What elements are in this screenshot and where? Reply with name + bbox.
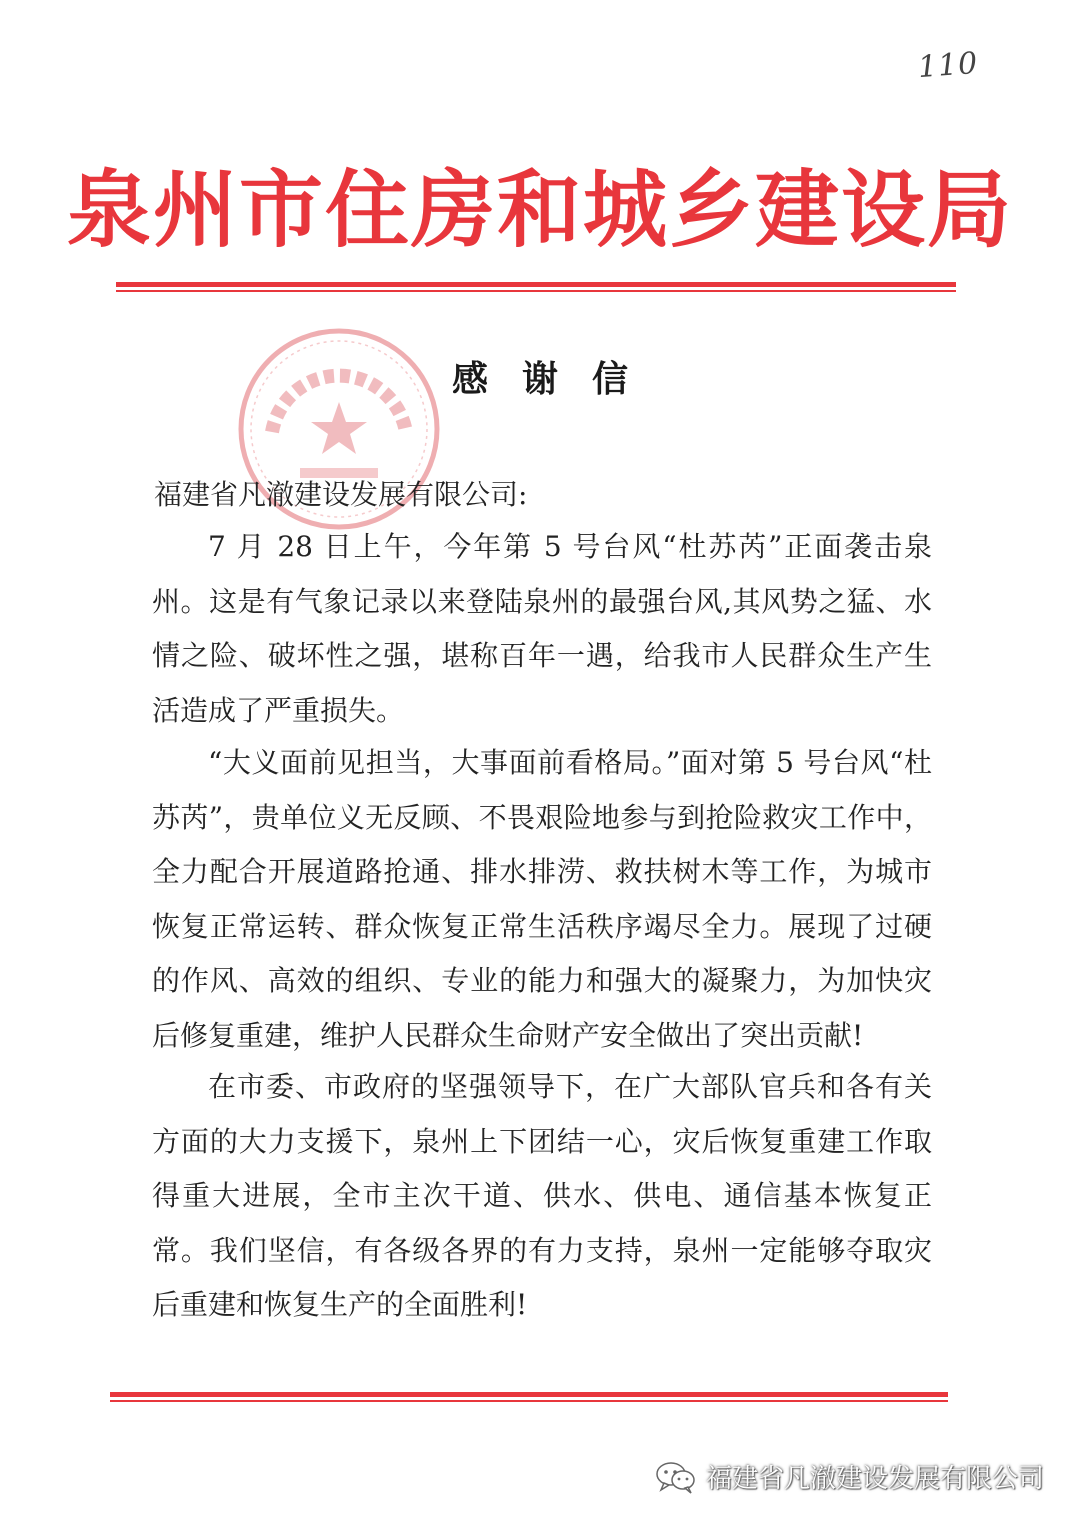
letterhead-title: 泉州市住房和城乡建设局: [66, 160, 1013, 259]
letterhead-rule-top: [116, 282, 956, 287]
page-number: 110: [916, 45, 980, 86]
salutation: 福建省凡澈建设发展有限公司:: [154, 478, 528, 511]
watermark: [654, 1458, 1044, 1495]
letter-paragraph-2: “大义面前见担当，大事面前看格局。”面对第 5 号台风“杜苏芮”，贵单位义无反顾、不畏艰险地参与到抢险救灾工作中，全力配合开展道路抢通、排水排涝、救扶树木等工作，为城市恢复正常运转、群众恢复正常生活秩序竭尽全力。展现了过硬的作风、高效的组织、专业的能力和强大的凝聚力，为加快灾后修复重建，维护人民群众生命财产安全做出了突出贡献!: [152, 746, 932, 1052]
footer-rule-bottom: [110, 1400, 948, 1402]
wechat-icon: [654, 1459, 698, 1495]
footer-rule-top: [110, 1392, 948, 1397]
letter-title: 感谢信: [451, 359, 662, 400]
watermark-text: 福建省凡澈建设发展有限公司: [705, 1464, 1044, 1494]
letter-paragraph-1: 7 月 28 日上午，今年第 5 号台风“杜苏芮”正面袭击泉州。这是有气象记录以来登陆泉州的最强台风,其风势之猛、水情之险、破坏性之强，堪称百年一遇，给我市人民群众生产生活造成了严重损失。: [152, 530, 932, 727]
letterhead-rule-bottom: [116, 290, 956, 292]
letter-paragraph-3: 在市委、市政府的坚强领导下，在广大部队官兵和各有关方面的大力支援下，泉州上下团结一心，灾后恢复重建工作取得重大进展，全市主次干道、供水、供电、通信基本恢复正常。我们坚信，有各级各界的有力支持，泉州一定能够夺取灾后重建和恢复生产的全面胜利!: [152, 1070, 932, 1321]
